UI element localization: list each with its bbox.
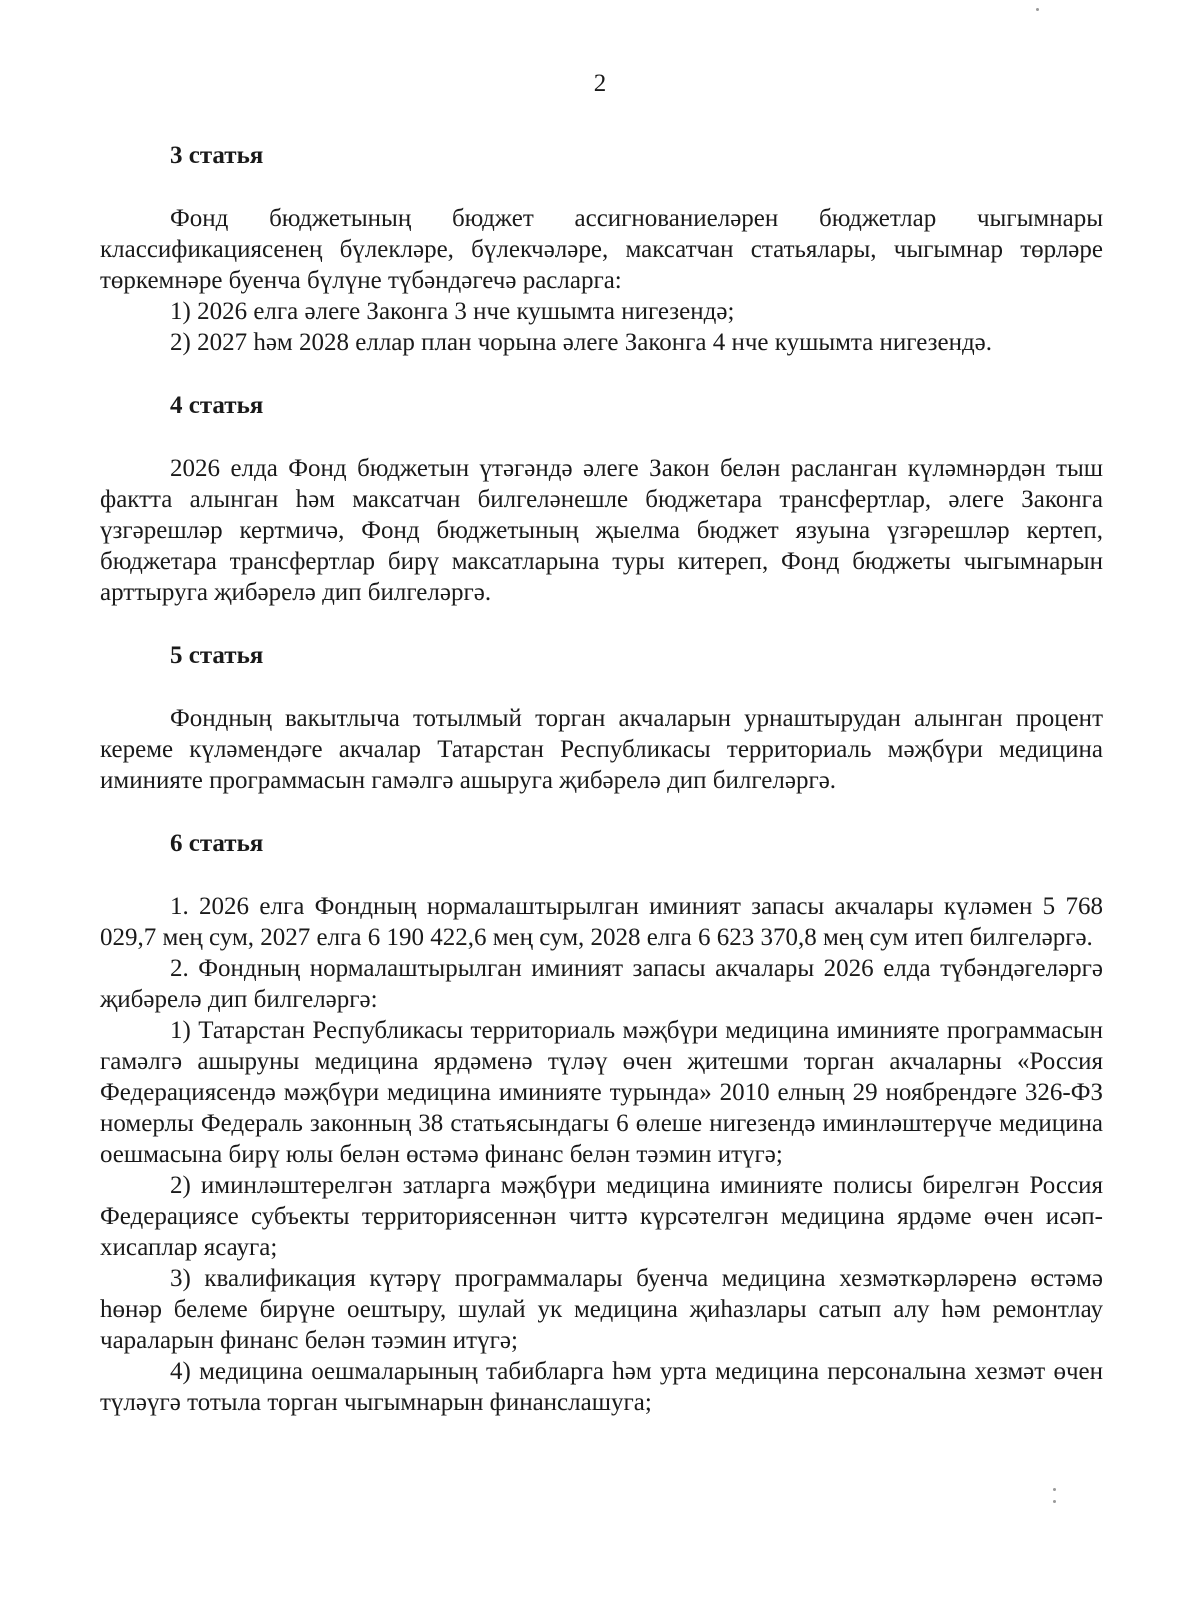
scan-speck (1036, 8, 1039, 11)
article-4-paragraph: 2026 елда Фонд бюджетын үтәгәндә әлеге Закон белән расланган күләмнәрдән тыш фактта алынган һәм максатчан билгеләнешле бюджетара трансфертлар, әлеге Законга үзгәрешләр кертмичә, Фонд бюджетының җыелма бюджет язуына үзгәрешләр кертеп, бюджетара трансфертлар бирү максатларына туры китереп, Фонд бюджеты чыгымнарын арттыруга җибәрелә дип билгеләргә. (100, 455, 1103, 606)
article-6-heading: 6 статья (170, 830, 264, 857)
document-body (100, 140, 1103, 1418)
page-number: 2 (593, 70, 607, 97)
article-6-subitem-3: 3) квалификация күтәрү программалары буенча медицина хезмәткәрләренә өстәмә һөнәр белеме бирүне оештыру, шулай ук медицина җиһазлары сатып алу һәм ремонтлау чараларын финанс белән тәэмин итүгә; (100, 1265, 1103, 1354)
scan-speck (1053, 1488, 1056, 1491)
article-6-point-1: 1. 2026 елга Фондның нормалаштырылган иминият запасы акчалары күләмен 5 768 029,7 мең сум, 2027 елга 6 190 422,6 мең сум, 2028 елга 6 623 370,8 мең сум итеп билгеләргә. (100, 893, 1103, 951)
article-6-point-2: 2. Фондның нормалаштырылган иминият запасы акчалары 2026 елда түбәндәгеләргә җибәрелә дип билгеләргә: (100, 955, 1103, 1013)
article-3-paragraph: Фонд бюджетының бюджет ассигнованиеләрен бюджетлар чыгымнары классификациясенең бүлекләре, бүлекчәләре, максатчан статьялары, чыгымнар төрләре төркемнәре буенча бүлүне түбәндәгечә расларга: (100, 205, 1103, 294)
article-5-paragraph: Фондның вакытлыча тотылмый торган акчаларын урнаштырудан алынган процент кереме күләмендәге акчалар Татарстан Республикасы территориаль мәҗбүри медицина иминияте программасын гамәлгә ашыруга җибәрелә дип билгеләргә. (100, 705, 1103, 794)
scan-speck (1053, 1500, 1056, 1503)
article-6-subitem-4: 4) медицина оешмаларының табибларга һәм урта медицина персоналына хезмәт өчен түләүгә тотыла торган чыгымнарын финанслашуга; (100, 1358, 1103, 1416)
article-6-subitem-2: 2) иминләштерелгән затларга мәҗбүри медицина иминияте полисы бирелгән Россия Федерациясе субъекты территориясеннән читтә күрсәтелгән медицина ярдәме өчен исәп-хисаплар ясауга; (100, 1172, 1103, 1261)
article-4-heading: 4 статья (170, 392, 264, 419)
article-5-heading: 5 статья (170, 642, 264, 669)
article-3-item-1: 1) 2026 елга әлеге Законга 3 нче кушымта нигезендә; (170, 298, 735, 325)
article-3-heading: 3 статья (170, 142, 264, 169)
article-6-subitem-1: 1) Татарстан Республикасы территориаль мәҗбүри медицина иминияте программасын гамәлгә ашыруны медицина ярдәменә түләү өчен җитешми торган акчаларны «Россия Федерациясендә мәҗбүри медицина иминияте турында» 2010 елның 29 ноябрендәге 326-ФЗ номерлы Федераль законның 38 статьясындагы 6 өлеше нигезендә иминләштерүче медицина оешмасына бирү юлы белән өстәмә финанс белән тәэмин итүгә; (100, 1017, 1103, 1168)
article-3-item-2: 2) 2027 һәм 2028 еллар план чорына әлеге Законга 4 нче кушымта нигезендә. (170, 329, 993, 356)
